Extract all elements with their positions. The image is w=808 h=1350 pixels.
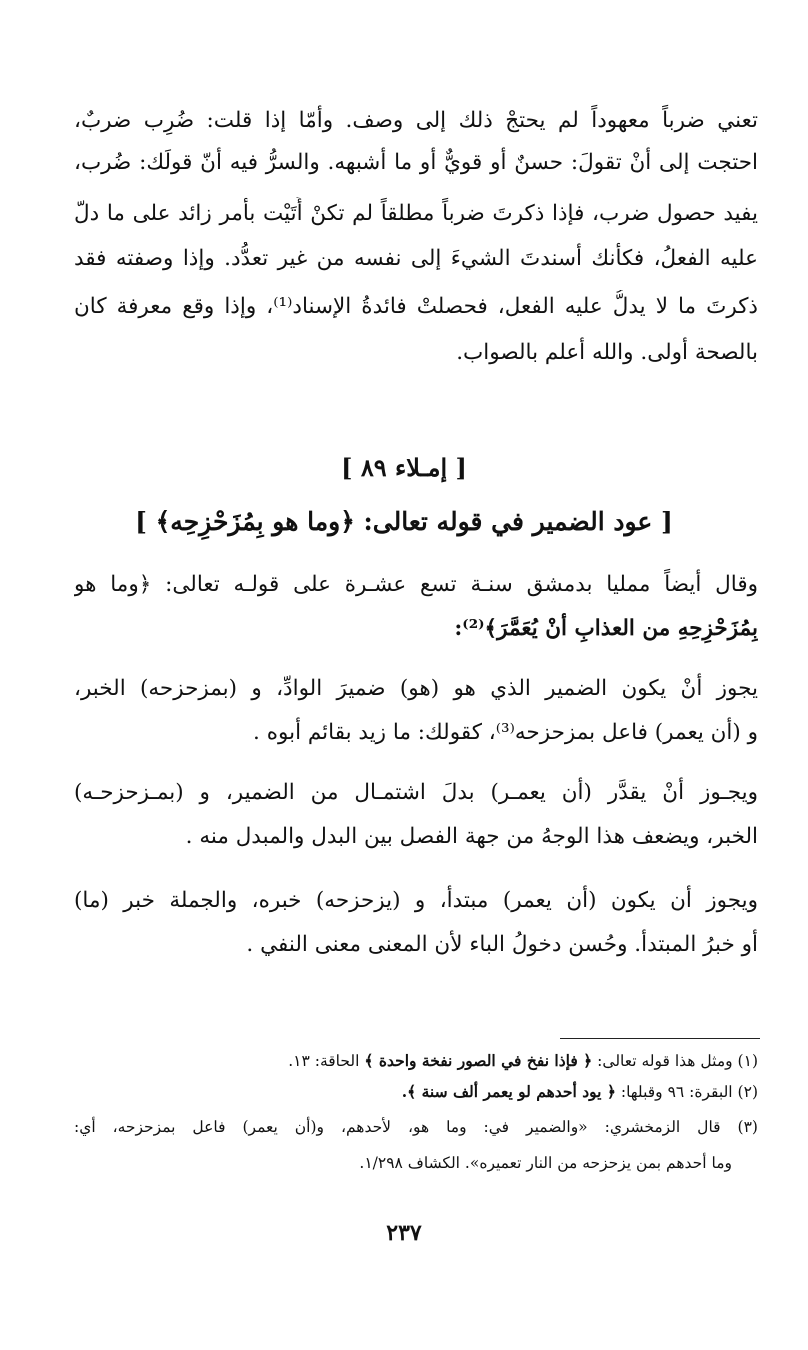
paragraph-line: بالصحة أولى. والله أعلم بالصواب. [456, 340, 758, 365]
footnote-marker: (١) [737, 1052, 758, 1070]
paragraph-line: و (أن يعمر) فاعل بمزحزحه⁽³⁾، كقولك: ما زيد بقائم أبوه . [253, 720, 758, 745]
footnote-3 [74, 1114, 758, 1142]
footnote-3-continued: وما أحدهم بمن يزحزحه من النار تعميره». الكشاف ١/٢٩٨. [359, 1154, 732, 1172]
footnote-text: البقرة: ٩٦ وقبلها: [620, 1083, 733, 1101]
paragraph-line: يفيد حصول ضرب، فإذا ذكرتَ ضرباً مطلقاً لم تكنْ أَتَيْت بأمر زائد على ما دلّ [74, 201, 758, 226]
imla-heading: [ إمـلاء ٨٩ ] [341, 453, 467, 482]
footnote-text: الحاقة: ١٣. [288, 1052, 360, 1070]
paragraph-line: تعني ضرباً معهوداً لم يحتجْ ذلك إلى وصف. وأمّا إذا قلت: ضُرِب ضربٌ، [74, 108, 758, 133]
footnote-text: ومثل هذا قوله تعالى: [597, 1052, 733, 1070]
footnote-text: قال الزمخشري: «والضمير في: وما هو، لأحدهم، و(أن يعمر) فاعل بمزحزحه، أي: [74, 1118, 721, 1136]
paragraph-line: يجوز أنْ يكون الضمير الذي هو (هو) ضميرَ الوادِّ، و (بمزحزحه) الخبر، [74, 676, 758, 701]
paragraph-line: أو خبرُ المبتدأ. وحُسن دخولُ الباء لأن المعنى معنى النفي . [246, 932, 758, 957]
footnote-2 [74, 1079, 758, 1107]
footnote-1 [74, 1048, 758, 1076]
paragraph-line: ويجوز أن يكون (أن يعمر) مبتدأ، و (يزحزحه) خبره، والجملة خبر (ما) [74, 888, 758, 913]
section-title: [ عود الضمير في قوله تعالى: ﴿وما هو بِمُزَحْزِحِه﴾ ] [135, 507, 673, 536]
footnote-marker: (٢) [737, 1083, 758, 1101]
paragraph-line: عليه الفعلُ، فكأنك أسندتَ الشيءَ إلى نفسه من غير تعدُّد. وإذا وصفته فقد [74, 246, 758, 271]
paragraph-line: ويجـوز أنْ يقدَّر (أن يعمـر) بدلَ اشتمـال من الضمير، و (بمـزحزحـه) [74, 780, 758, 805]
paragraph-line: الخبر، ويضعف هذا الوجهُ من جهة الفصل بين البدل والمبدل منه . [185, 824, 758, 849]
paragraph-line: احتجت إلى أنْ تقولَ: حسنٌ أو قويٌّ أو ما أشبهه. والسرُّ فيه أنّ قولَك: ضُرب، [74, 150, 758, 175]
quran-quote: ﴿ يود أحدهم لو يعمر ألف سنة ﴾. [401, 1082, 616, 1101]
intro-line-1: وقال أيضاً ممليا بدمشق سنـة تسع عشـرة على قولـه تعالى: ﴿وما هو [74, 572, 758, 597]
page-number: ٢٣٧ [386, 1220, 422, 1246]
footnote-separator [560, 1038, 760, 1039]
paragraph-line: ذكرتَ ما لا يدلُّ عليه الفعل، فحصلتْ فائدةُ الإسناد⁽¹⁾، وإذا وقع معرفة كان [74, 294, 758, 319]
intro-line-2: بِمُزَحْزِحِهِ من العذابِ أنْ يُعَمَّرَ﴾⁽²⁾: [454, 616, 758, 641]
quran-quote: ﴿ فإذا نفخ في الصور نفخة واحدة ﴾ [364, 1051, 593, 1070]
footnote-marker: (٣) [737, 1118, 758, 1136]
